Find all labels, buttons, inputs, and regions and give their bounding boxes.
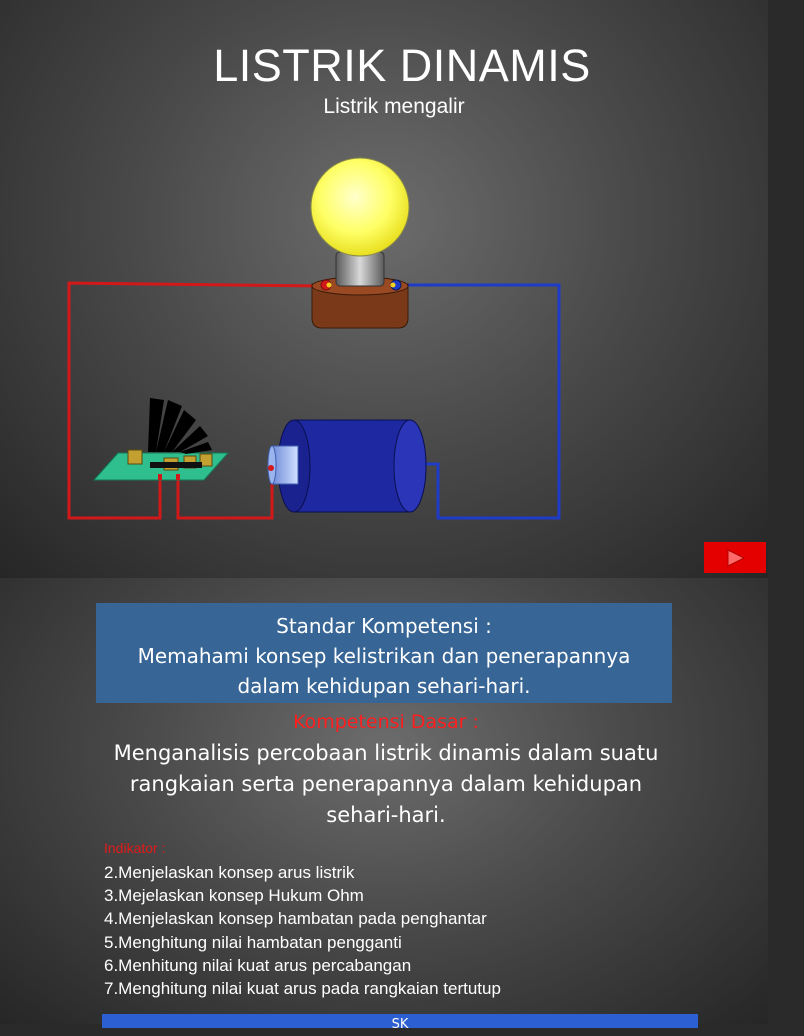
indicator-item: 3.Mejelaskan konsep Hukum Ohm: [104, 886, 364, 906]
indicator-item: 5.Menghitung nilai hambatan pengganti: [104, 932, 402, 952]
bottom-bar: SK: [102, 1014, 698, 1028]
indicator-item: 7.Menghitung nilai kuat arus pada rangkaian tertutup: [104, 979, 501, 999]
basic-competency-text: [96, 738, 676, 831]
rheostat-icon: [94, 398, 228, 480]
battery-icon: [268, 420, 426, 512]
indicator-list: [104, 861, 501, 1000]
slide-competency: [0, 578, 768, 1032]
basic-competency-line: rangkaian serta penerapannya dalam kehidupan: [129, 772, 643, 796]
light-bulb-icon: [311, 158, 409, 328]
indicator-item: 6.Menhitung nilai kuat arus percabangan: [104, 955, 412, 975]
standard-heading: Standar Kompetensi :: [276, 614, 492, 638]
slide-subtitle: Listrik mengalir: [323, 95, 465, 118]
indicator-item: 4.Menjelaskan konsep hambatan pada penghantar: [104, 909, 487, 929]
play-arrow-icon: [704, 542, 766, 573]
basic-competency-line: sehari-hari.: [326, 803, 446, 827]
basic-competency-heading: Kompetensi Dasar :: [293, 711, 479, 733]
indicator-heading: Indikator :: [104, 840, 166, 856]
standard-competency-box: [96, 603, 672, 703]
standard-line: dalam kehidupan sehari-hari.: [237, 674, 531, 698]
standard-line: Memahami konsep kelistrikan dan penerapannya: [137, 644, 631, 668]
basic-competency-line: Menganalisis percobaan listrik dinamis dalam suatu: [113, 741, 659, 765]
indicator-item: 2.Menjelaskan konsep arus listrik: [104, 863, 355, 882]
next-slide-button[interactable]: [704, 542, 766, 573]
slide-title: LISTRIK DINAMIS: [213, 40, 591, 91]
